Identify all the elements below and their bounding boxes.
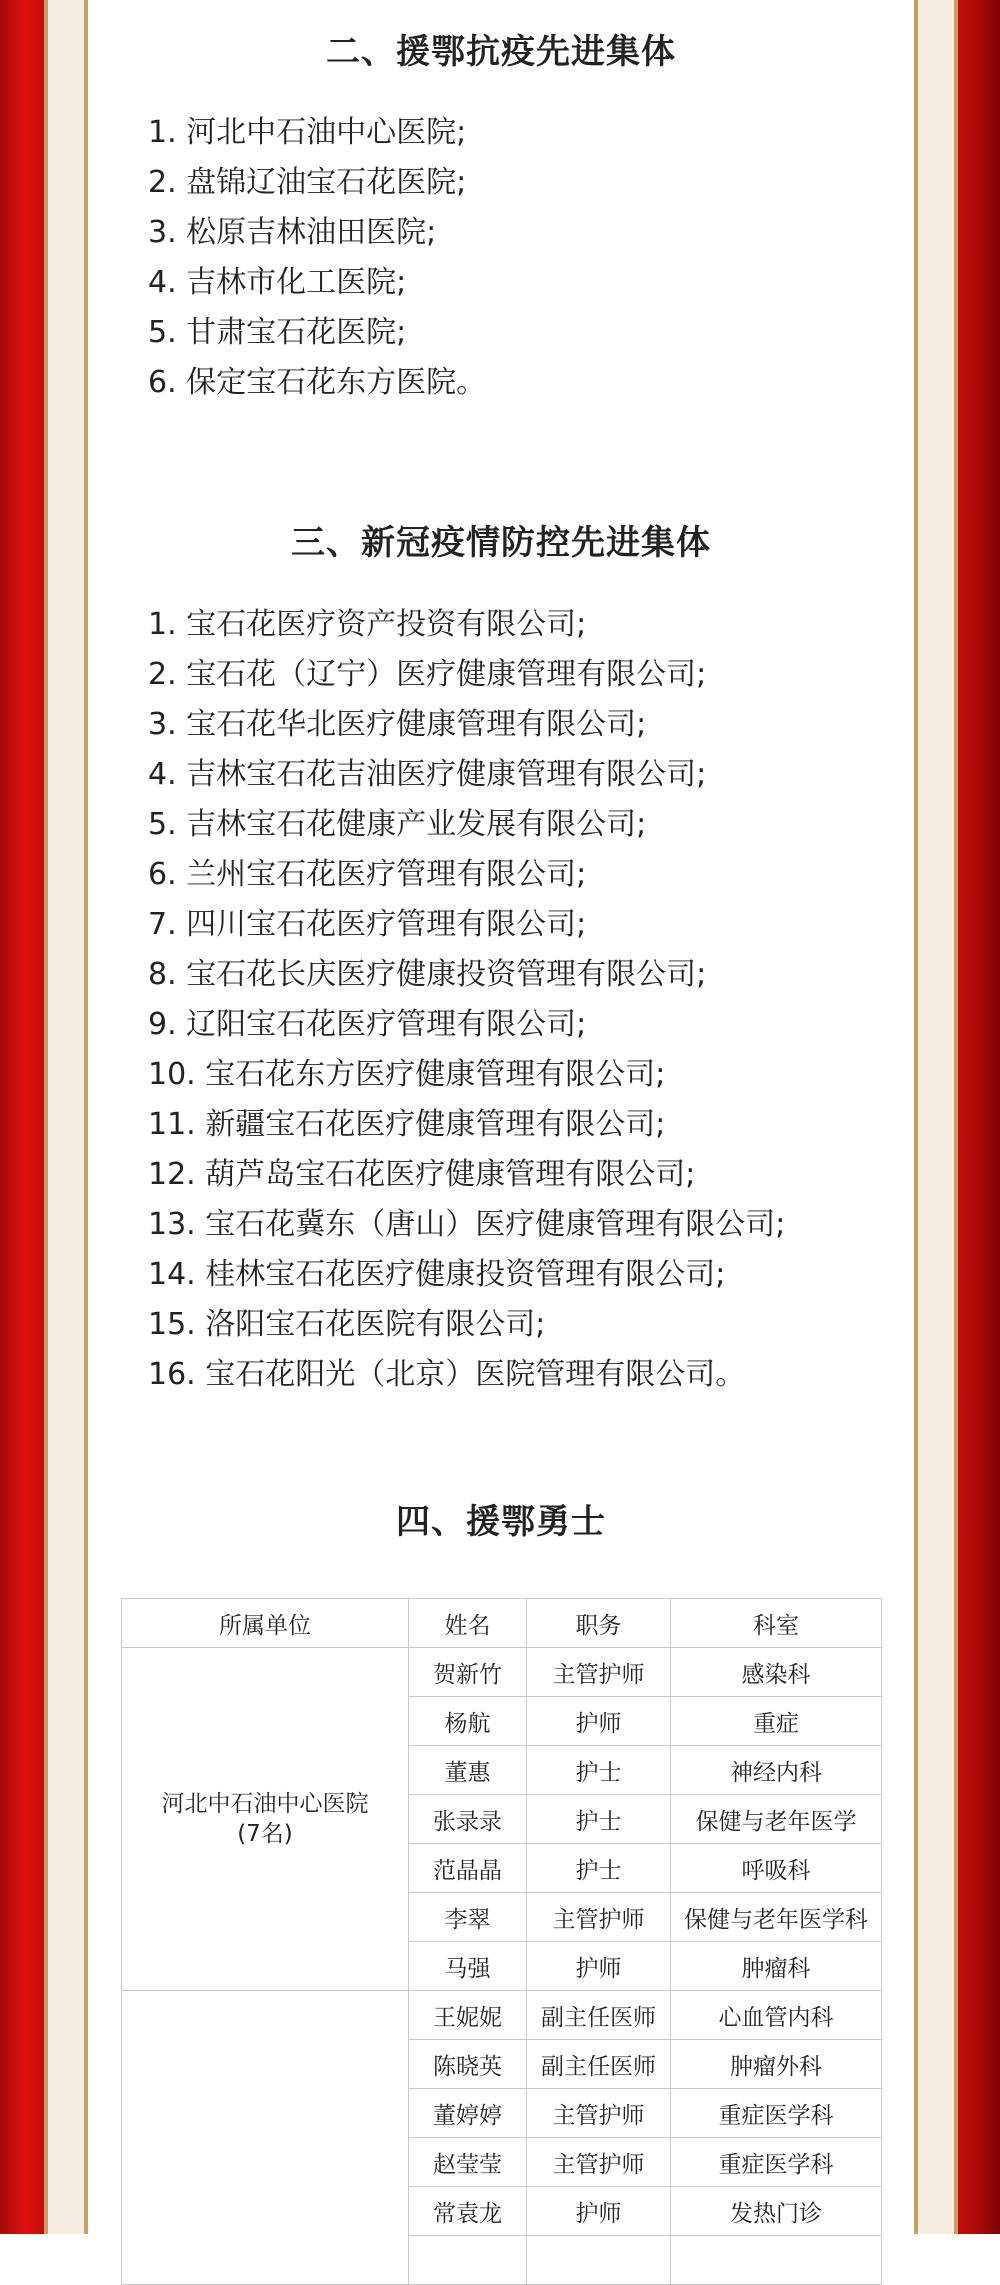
dept-cell: 重症 (671, 1697, 882, 1746)
title-cell: 主管护师 (527, 2138, 671, 2187)
name-cell: 贺新竹 (409, 1648, 527, 1697)
list-item: 5. 甘肃宝石花医院; (148, 315, 407, 350)
title-cell (527, 2236, 671, 2285)
list-item: 1. 宝石花医疗资产投资有限公司; (148, 607, 587, 642)
table-row (122, 1648, 882, 1697)
list-item: 3. 松原吉林油田医院; (148, 215, 437, 250)
name-cell (409, 2236, 527, 2285)
list-item: 4. 吉林宝石花吉油医疗健康管理有限公司; (148, 757, 707, 792)
name-cell: 董婷婷 (409, 2089, 527, 2138)
list-item: 7. 四川宝石花医疗管理有限公司; (148, 907, 587, 942)
title-cell: 副主任医师 (527, 1991, 671, 2040)
left-cream-band (48, 0, 84, 2234)
dept-cell: 感染科 (671, 1648, 882, 1697)
dept-cell: 保健与老年医学 (671, 1795, 882, 1844)
title-cell: 副主任医师 (527, 2040, 671, 2089)
list-item: 16. 宝石花阳光（北京）医院管理有限公司。 (148, 1357, 746, 1392)
dept-cell: 心血管内科 (671, 1991, 882, 2040)
name-cell: 王妮妮 (409, 1991, 527, 2040)
unit-cell-empty (122, 1991, 409, 2285)
title-cell: 护师 (527, 2187, 671, 2236)
list-item: 10. 宝石花东方医疗健康管理有限公司; (148, 1057, 666, 1092)
name-cell: 杨航 (409, 1697, 527, 1746)
list-item: 11. 新疆宝石花医疗健康管理有限公司; (148, 1107, 666, 1142)
unit-count: (7名) (237, 1821, 293, 1847)
list-item: 3. 宝石花华北医疗健康管理有限公司; (148, 707, 647, 742)
name-cell: 马强 (409, 1942, 527, 1991)
list-item: 2. 宝石花（辽宁）医疗健康管理有限公司; (148, 657, 707, 692)
title-cell: 主管护师 (527, 1893, 671, 1942)
list-item: 1. 河北中石油中心医院; (148, 115, 467, 150)
header-unit: 所属单位 (122, 1599, 409, 1648)
header-name: 姓名 (409, 1599, 527, 1648)
title-cell: 护师 (527, 1697, 671, 1746)
list-item: 4. 吉林市化工医院; (148, 265, 407, 300)
list-item: 2. 盘锦辽油宝石花医院; (148, 165, 467, 200)
document-content (88, 0, 914, 2234)
dept-cell: 神经内科 (671, 1746, 882, 1795)
name-cell: 范晶晶 (409, 1844, 527, 1893)
unit-name: 河北中石油中心医院 (161, 1791, 369, 1817)
dept-cell: 保健与老年医学科 (671, 1893, 882, 1942)
table-row (122, 1991, 882, 2040)
list-item: 12. 葫芦岛宝石花医疗健康管理有限公司; (148, 1157, 696, 1192)
title-cell: 护士 (527, 1795, 671, 1844)
right-red-border (958, 0, 1000, 2234)
section2-title: 二、援鄂抗疫先进集体 (326, 32, 676, 72)
table-header-row (122, 1599, 882, 1648)
title-cell: 护士 (527, 1844, 671, 1893)
list-item: 5. 吉林宝石花健康产业发展有限公司; (148, 807, 647, 842)
dept-cell: 肿瘤外科 (671, 2040, 882, 2089)
name-cell: 陈晓英 (409, 2040, 527, 2089)
unit-cell (122, 1648, 409, 1991)
right-gold-line-outer (954, 0, 958, 2234)
title-cell: 护师 (527, 1942, 671, 1991)
title-cell: 主管护师 (527, 1648, 671, 1697)
name-cell: 李翠 (409, 1893, 527, 1942)
dept-cell: 呼吸科 (671, 1844, 882, 1893)
list-item: 14. 桂林宝石花医疗健康投资管理有限公司; (148, 1257, 726, 1292)
dept-cell: 肿瘤科 (671, 1942, 882, 1991)
dept-cell: 重症医学科 (671, 2138, 882, 2187)
section3-list (148, 600, 785, 1400)
title-cell: 护士 (527, 1746, 671, 1795)
list-item: 6. 保定宝石花东方医院。 (148, 365, 487, 400)
section2-list (148, 108, 486, 408)
name-cell: 赵莹莹 (409, 2138, 527, 2187)
name-cell: 常袁龙 (409, 2187, 527, 2236)
dept-cell: 重症医学科 (671, 2089, 882, 2138)
list-item: 6. 兰州宝石花医疗管理有限公司; (148, 857, 587, 892)
list-item: 13. 宝石花冀东（唐山）医疗健康管理有限公司; (148, 1207, 786, 1242)
dept-cell (671, 2236, 882, 2285)
right-cream-band (918, 0, 954, 2234)
dept-cell: 发热门诊 (671, 2187, 882, 2236)
list-item: 8. 宝石花长庆医疗健康投资管理有限公司; (148, 957, 707, 992)
name-cell: 董惠 (409, 1746, 527, 1795)
list-item: 9. 辽阳宝石花医疗管理有限公司; (148, 1007, 587, 1042)
right-gold-line-inner (914, 0, 918, 2234)
section3-title: 三、新冠疫情防控先进集体 (291, 523, 711, 563)
left-red-border (0, 0, 44, 2234)
list-item: 15. 洛阳宝石花医院有限公司; (148, 1307, 546, 1342)
header-title: 职务 (527, 1599, 671, 1648)
title-cell: 主管护师 (527, 2089, 671, 2138)
header-dept: 科室 (671, 1599, 882, 1648)
section4-title: 四、援鄂勇士 (396, 1502, 606, 1542)
name-cell: 张录录 (409, 1795, 527, 1844)
heroes-table (121, 1598, 882, 2285)
